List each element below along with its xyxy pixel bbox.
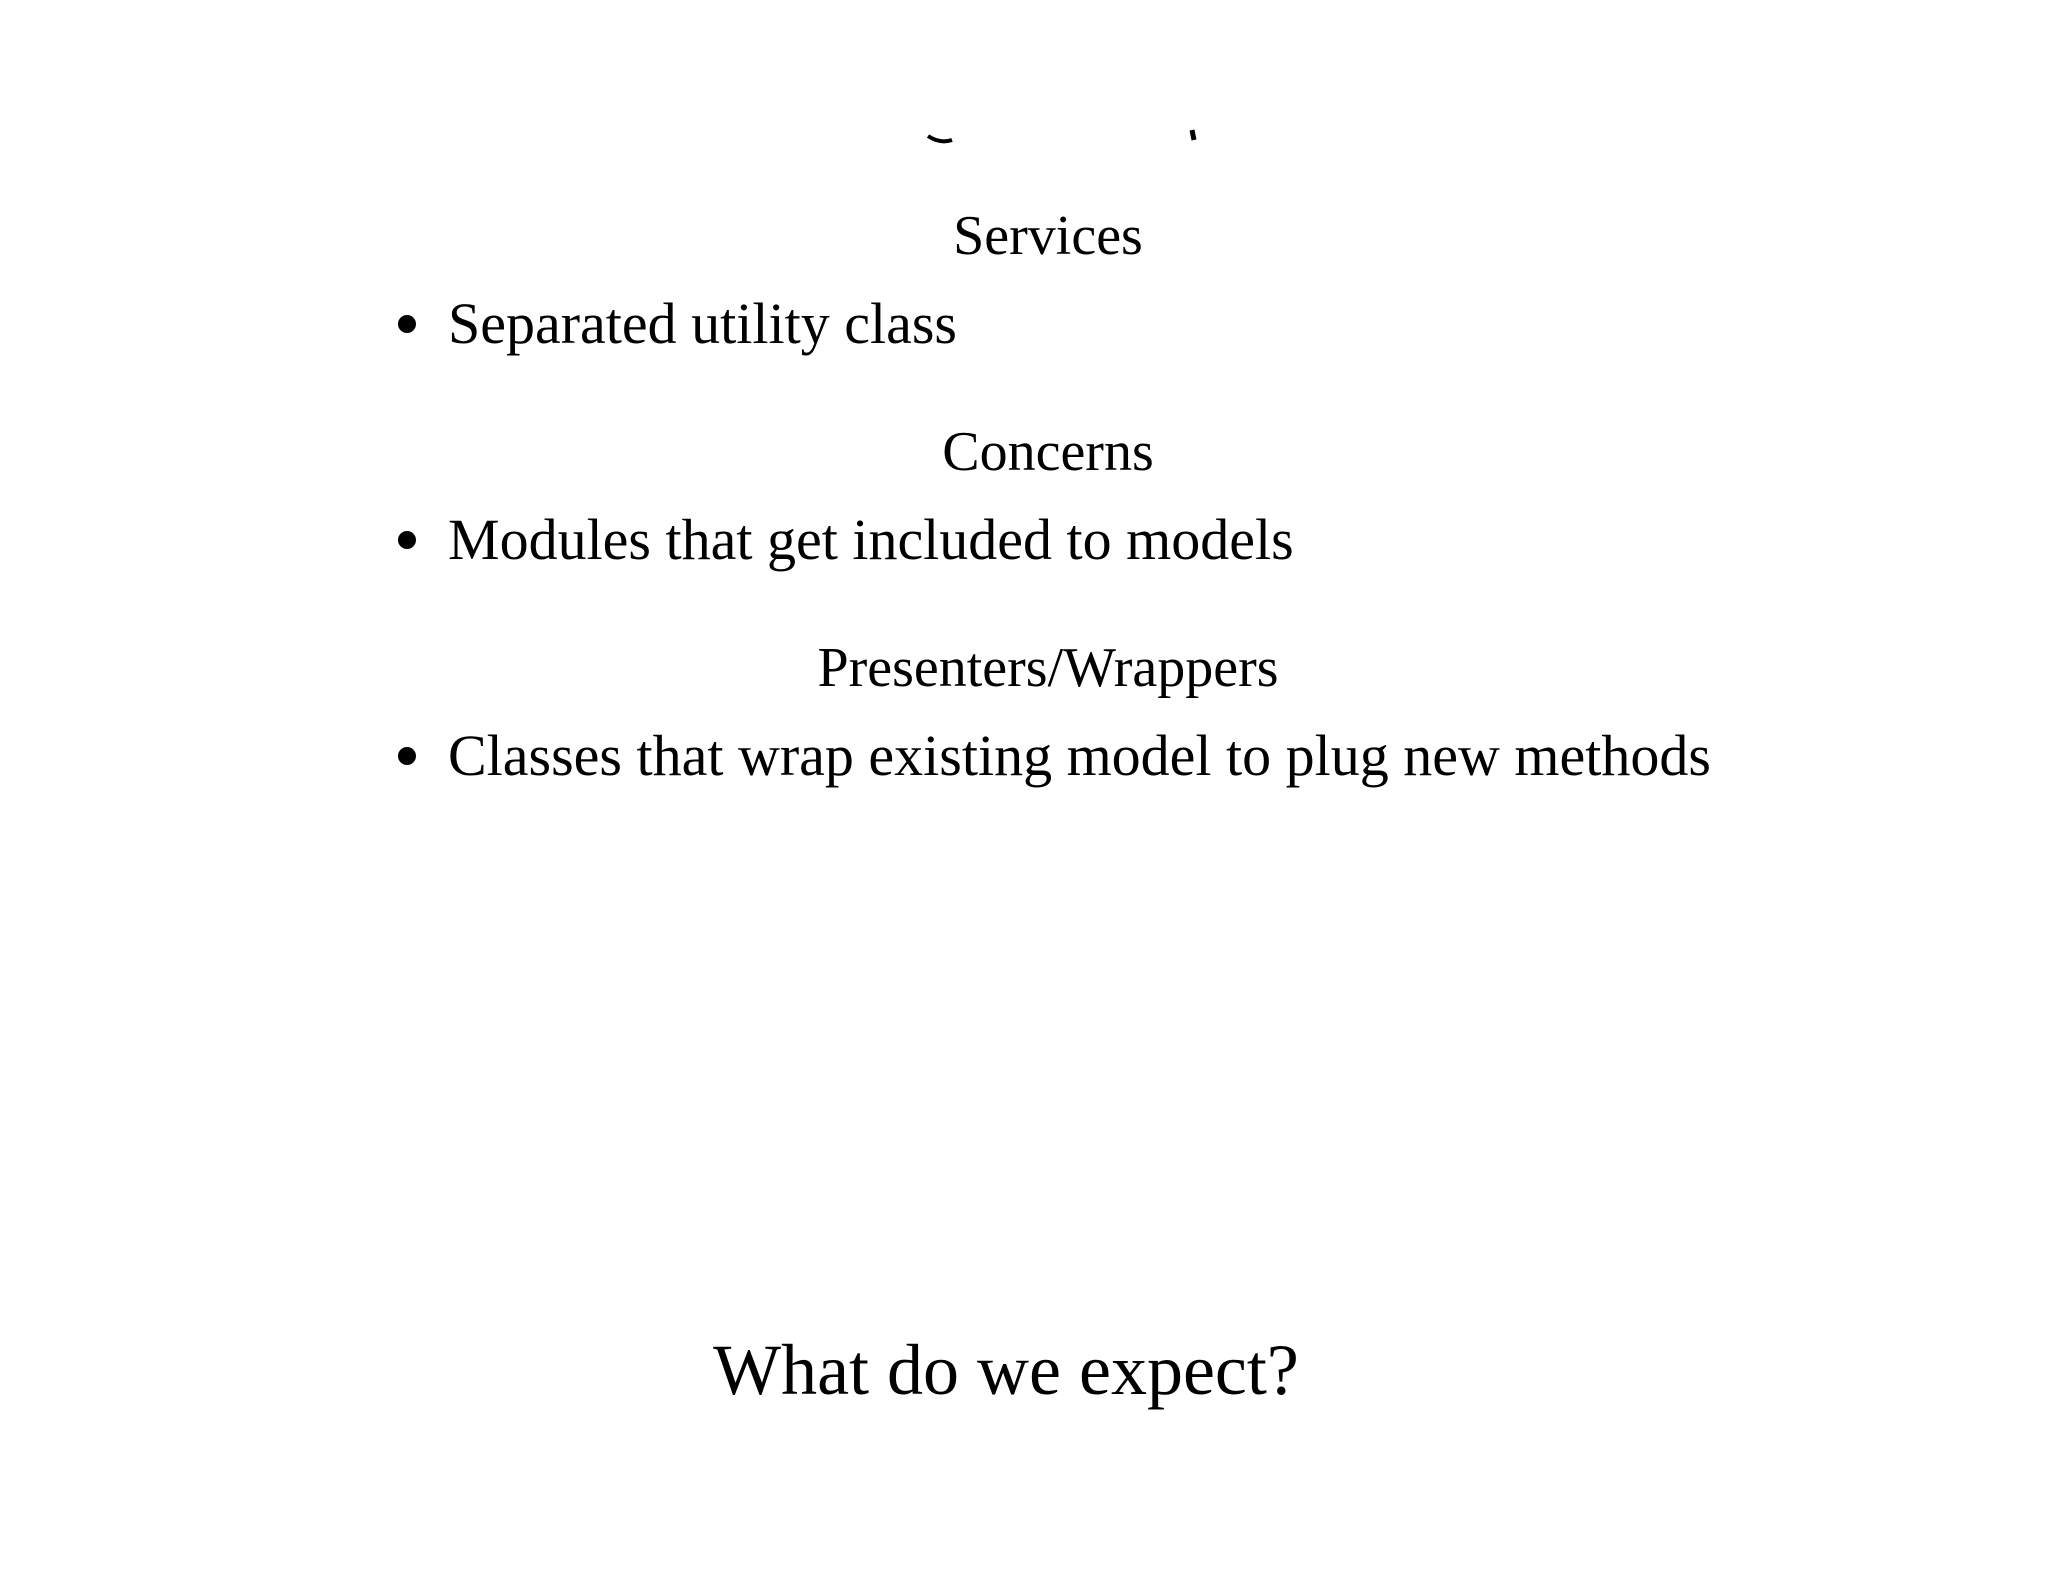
bullet-icon [398,747,416,765]
list-item [398,291,957,357]
bullet-icon [398,531,416,549]
bullet-text: Modules that get included to models [448,507,1294,572]
bullet-text: Separated utility class [448,291,957,356]
list-item [398,507,1294,573]
section-heading-presenters-wrappers: Presenters/Wrappers [817,637,1279,699]
clipped-heading-remnant [0,96,2048,144]
section-heading-concerns: Concerns [942,421,1154,483]
bullet-icon [398,315,416,333]
clipped-descender-marks [0,96,2048,144]
list-item [398,723,1711,789]
closing-heading: What do we expect? [713,1330,1299,1410]
section-heading-services: Services [953,205,1143,267]
bullet-text: Classes that wrap existing model to plug new methods [448,723,1711,788]
